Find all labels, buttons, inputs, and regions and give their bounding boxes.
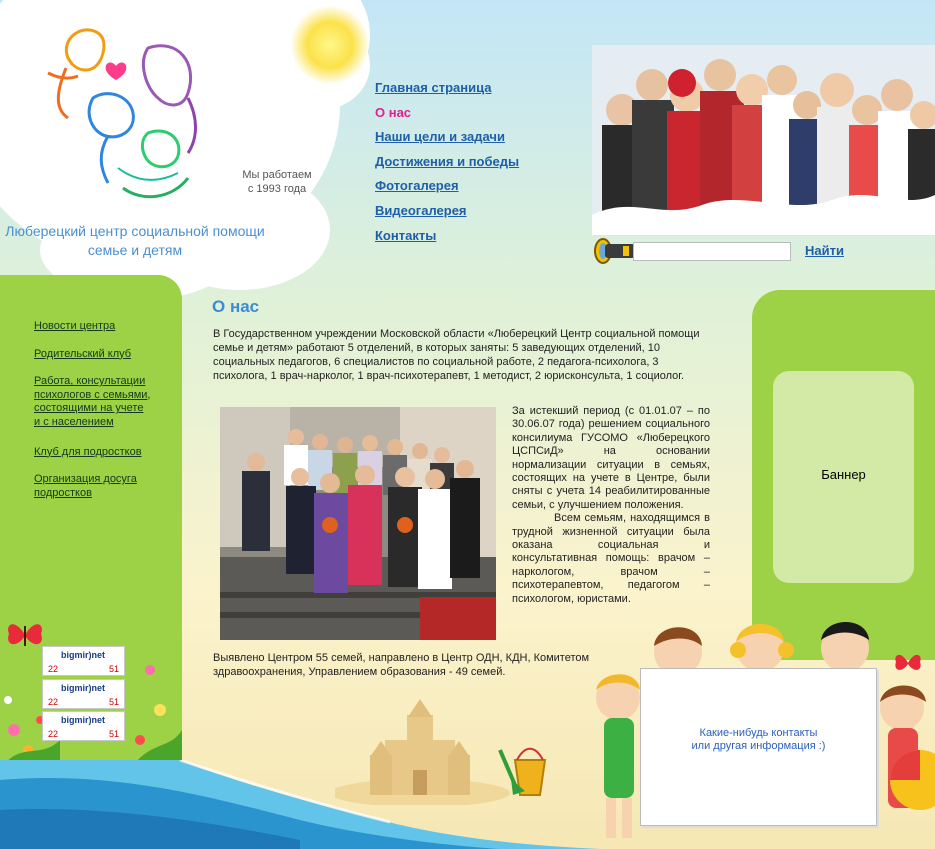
org-name-line: Люберецкий центр социальной помощи: [5, 223, 265, 239]
sidebar-link-line: Организация досуга: [34, 473, 137, 486]
family-logo-icon[interactable]: [38, 18, 213, 218]
org-name: [0, 222, 270, 260]
counter-brand: bigmir)net: [61, 715, 105, 725]
counter-badge[interactable]: [42, 711, 125, 741]
counter-left: 22: [48, 697, 59, 707]
counter-brand: bigmir)net: [61, 683, 105, 693]
sidebar-link-line: Клуб для подростков: [34, 445, 142, 458]
main-nav-link[interactable]: Достижения и победы: [375, 153, 520, 169]
main-nav-link[interactable]: Наши цели и задачи: [375, 129, 505, 145]
sign-text: [641, 727, 876, 753]
main-nav: [375, 76, 519, 248]
sidebar-link[interactable]: [34, 446, 169, 460]
counter-right: 51: [108, 664, 119, 674]
page-title: О нас: [212, 297, 260, 316]
banner[interactable]: [773, 371, 914, 583]
since-label: [232, 168, 322, 196]
counter-right: 51: [108, 729, 119, 739]
counter-badge[interactable]: [42, 646, 125, 676]
search-button[interactable]: Найти: [805, 243, 844, 258]
left-nav: [34, 320, 169, 516]
butterfly-icon: [893, 650, 923, 676]
main-nav-link[interactable]: О нас: [375, 104, 412, 120]
info-sign: [640, 668, 877, 826]
sidebar-link-line: и с населением: [34, 415, 114, 428]
content-paragraph: В Государственном учреждении Московской области «Люберецкий Центр социальной помощи семье и детям» работают 5 отделений, в которых заняты: 5 заведующих отделений, 10 социальных педагогов, 6 специалистов по социальной работе, 2 педагога-психолога, 3 психолога, 1 врач-нарколог, 1 врач-психотерапевт, 1 методист, 2 юрисконсульта, 1 социолог.: [213, 328, 700, 382]
sidebar-link[interactable]: [34, 473, 169, 500]
sidebar-link[interactable]: [34, 320, 169, 334]
sidebar-link-line: Родительский клуб: [34, 347, 132, 360]
since-line: Мы работаем: [242, 169, 312, 181]
sidebar-link[interactable]: [34, 348, 169, 362]
sidebar-link-line: Работа, консультации: [34, 375, 146, 388]
counter-badge[interactable]: [42, 679, 125, 709]
sidebar-link-line: психологов с семьями,: [34, 388, 151, 401]
paragraph-text: Всем семьям, находящимся в трудной жизненной ситуации была оказана социальная и консультативная помощь: врачом – наркологом, врачом – психотерапевтом, педагогом – психологом, юристами.: [512, 512, 710, 605]
paragraph-text: За истекший период (с 01.01.07 – по 30.06.07 года) решением социального консилиума ГУСОМО «Люберецкого ЦСПСиД» на основании нормализации ситуации в семьях, состоящих на учете в Центре, были сняты с учета 14 реабилитированные семьи, с улучшением положения.: [512, 405, 710, 511]
main-nav-link[interactable]: Видеогалерея: [375, 202, 467, 218]
sidebar-link-line: подростков: [34, 486, 92, 499]
kids-group-photo: [592, 45, 935, 235]
team-photo: [220, 407, 496, 640]
main-nav-link[interactable]: Фотогалерея: [375, 178, 459, 194]
org-name-line: семье и детям: [87, 242, 183, 258]
main-nav-link[interactable]: Главная страница: [375, 80, 492, 95]
counter-brand: bigmir)net: [61, 650, 105, 660]
sidebar-link-line: Новости центра: [34, 320, 116, 332]
main-nav-link[interactable]: Контакты: [375, 227, 437, 243]
content-paragraph: Выявлено Центром 55 семей, направлено в Центр ОДН, КДН, Комитетом здравоохранения, Управлением образования - 49 семей.: [213, 652, 590, 678]
counter-left: 22: [48, 729, 59, 739]
search-bar: [593, 230, 873, 270]
content-paragraph: [512, 405, 710, 606]
sign-line: или другая информация :): [691, 740, 826, 752]
sidebar-link-line: состоящими на учете: [34, 402, 144, 415]
spyglass-icon: [593, 234, 635, 268]
search-input[interactable]: [633, 242, 791, 261]
logo-area: [0, 0, 360, 290]
sidebar-link[interactable]: [34, 375, 169, 429]
since-line: с 1993 года: [247, 183, 307, 195]
banner-label: Баннер: [821, 467, 866, 482]
counter-right: 51: [108, 697, 119, 707]
counter-left: 22: [48, 664, 59, 674]
sign-line: Какие-нибудь контакты: [699, 727, 818, 739]
